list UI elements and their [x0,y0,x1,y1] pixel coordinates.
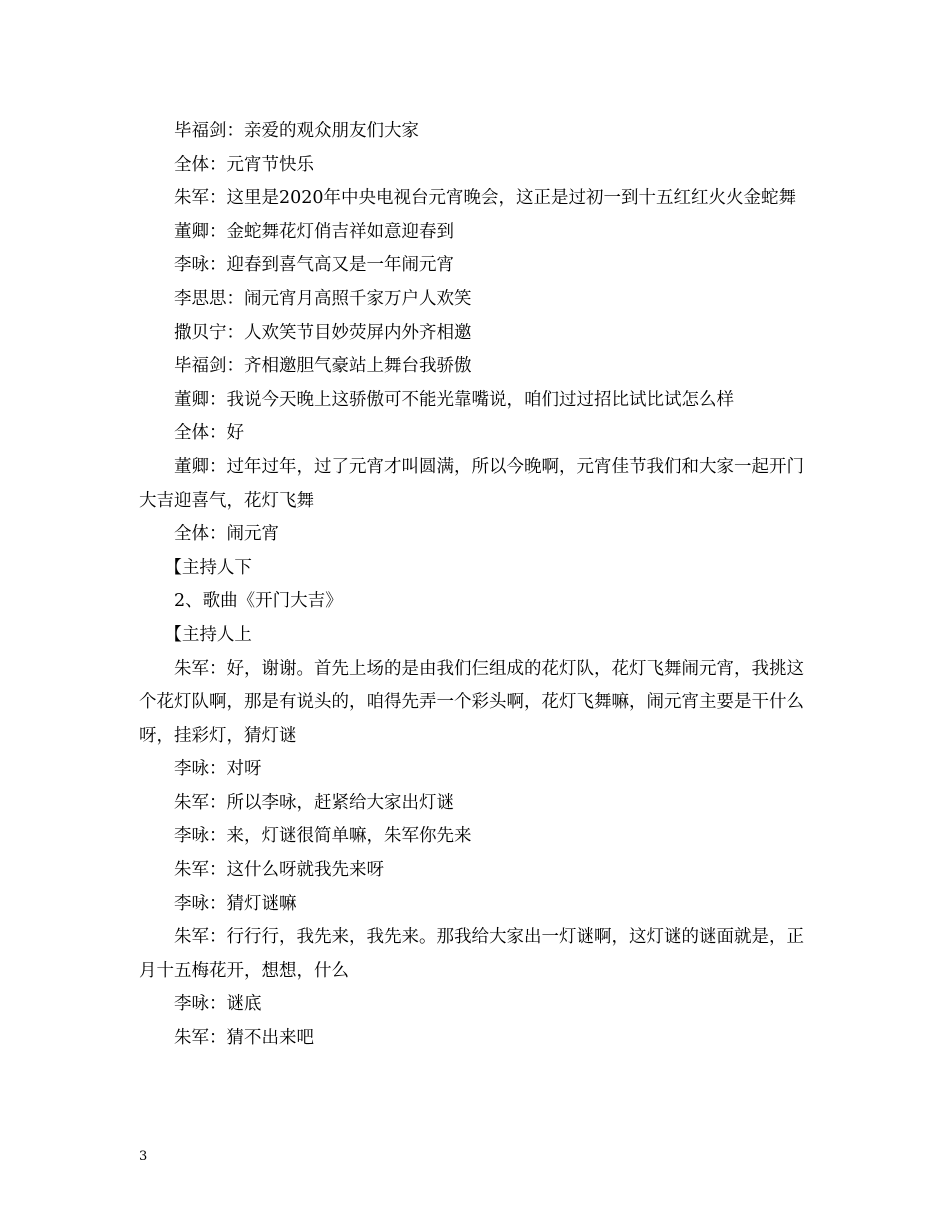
paragraph: 朱军：猜不出来吧 [174,1028,314,1049]
program-item: 2、歌曲《开门大吉》 [174,591,343,612]
stage-direction: 【主持人下 [164,557,252,578]
stage-direction: 【主持人上 [164,624,252,645]
paragraph: 李咏：对呀 [174,759,262,780]
paragraph: 毕福剑：齐相邀胆气豪站上舞台我骄傲 [174,356,472,377]
paragraph: 全体：好 [174,423,244,444]
paragraph: 朱军：行行行，我先来，我先来。那我给大家出一灯谜啊，这灯谜的谜面就是，正月十五梅花开，想想，什么 [139,927,804,981]
paragraph: 李思思：闹元宵月高照千家万户人欢笑 [174,288,472,309]
paragraph: 毕福剑：亲爱的观众朋友们大家 [174,121,419,141]
paragraph: 朱军：好，谢谢。首先上场的是由我们仨组成的花灯队，花灯飞舞闹元宵，我挑这个花灯队啊，那是有说头的，咱得先弄一个彩头啊，花灯飞舞嘛，闹元宵主要是干什么呀，挂彩灯，猜灯谜 [139,658,804,746]
paragraph: 撒贝宁：人欢笑节目妙荧屏内外齐相邀 [174,322,472,343]
paragraph: 李咏：谜底 [174,994,262,1015]
paragraph: 李咏：迎春到喜气高又是一年闹元宵 [174,255,454,276]
paragraph: 董卿：金蛇舞花灯俏吉祥如意迎春到 [174,221,454,242]
paragraph: 李咏：猜灯谜嘛 [174,893,297,914]
paragraph: 李咏：来，灯谜很简单嘛，朱军你先来 [174,826,472,847]
paragraph: 朱军：所以李咏，赶紧给大家出灯谜 [174,792,454,813]
paragraph: 董卿：过年过年，过了元宵才叫圆满，所以今晚啊，元宵佳节我们和大家一起开门大吉迎喜气，花灯飞舞 [139,456,804,511]
page-number: 3 [139,1149,148,1164]
paragraph: 全体：闹元宵 [174,524,279,545]
paragraph: 董卿：我说今天晚上这骄傲可不能光靠嘴说，咱们过过招比试比试怎么样 [174,389,734,410]
paragraph: 朱军：这里是2020年中央电视台元宵晚会，这正是过初一到十五红红火火金蛇舞 [174,188,797,209]
paragraph: 全体：元宵节快乐 [174,154,314,175]
document-body [139,115,814,1056]
paragraph: 朱军：这什么呀就我先来呀 [174,860,384,881]
